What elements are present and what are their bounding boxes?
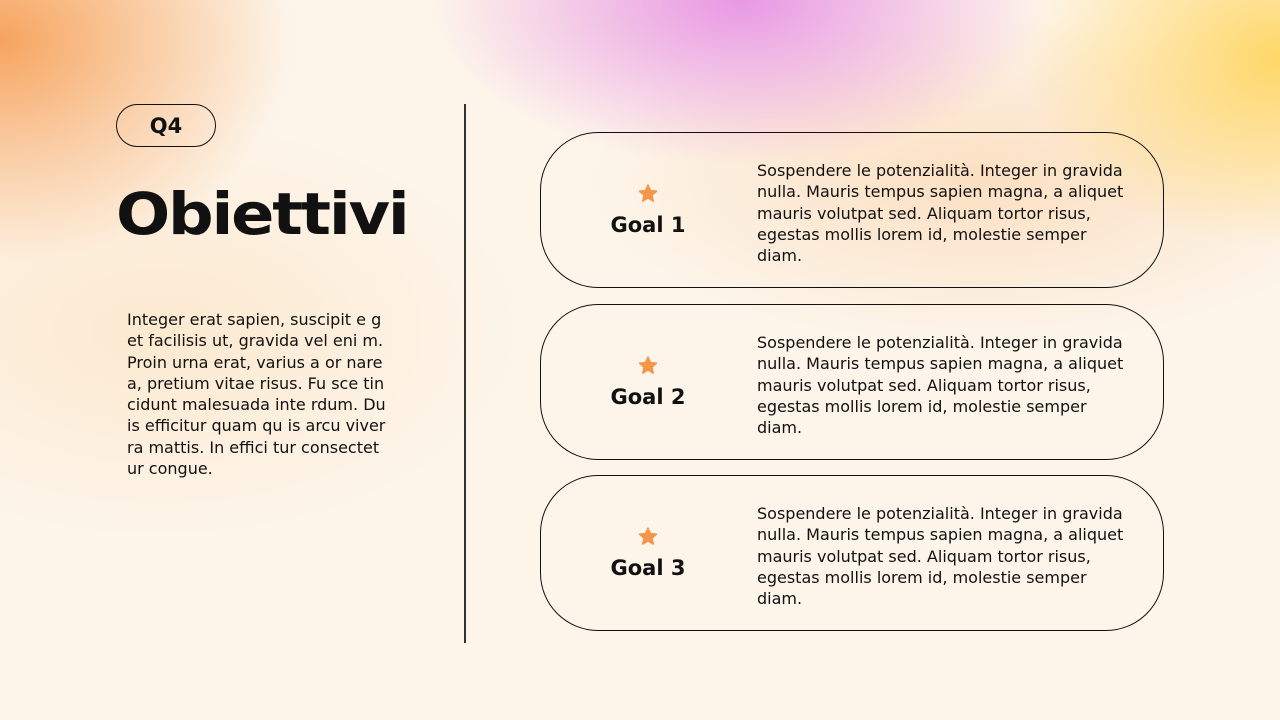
goal-label: Goal 1 <box>610 213 686 237</box>
intro-paragraph: Integer erat sapien, suscipit e get facilisis ut, gravida vel eni m. Proin urna erat, varius a or nare a, pretium vitae risus. Fu sce tincidunt malesuada inte rdum. Duis efficitur quam qu is arcu viverra mattis. In effici tur consectetur congue. <box>127 310 386 479</box>
goal-description: Sospendere le potenzialità. Integer in gravida nulla. Mauris tempus sapien magna, a aliquet mauris volutpat sed. Aliquam tortor risus, egestas mollis lorem id, molestie semper diam. <box>757 161 1124 266</box>
goal-description: Sospendere le potenzialità. Integer in gravida nulla. Mauris tempus sapien magna, a aliquet mauris volutpat sed. Aliquam tortor risus, egestas mollis lorem id, molestie semper diam. <box>757 333 1124 438</box>
star-icon <box>637 355 659 377</box>
goal-label: Goal 2 <box>610 385 686 409</box>
goal-label: Goal 3 <box>610 556 686 580</box>
goal-card-1 <box>540 132 1164 288</box>
star-icon <box>637 526 659 548</box>
vertical-divider <box>464 104 466 643</box>
goal-description: Sospendere le potenzialità. Integer in gravida nulla. Mauris tempus sapien magna, a aliquet mauris volutpat sed. Aliquam tortor risus, egestas mollis lorem id, molestie semper diam. <box>757 504 1124 609</box>
goal-header <box>581 476 715 630</box>
page-title: Obiettivi <box>116 180 408 248</box>
goal-header <box>581 133 715 287</box>
quarter-badge: Q4 <box>116 104 216 147</box>
goal-header <box>581 305 715 459</box>
goal-card-3 <box>540 475 1164 631</box>
goal-card-2 <box>540 304 1164 460</box>
star-icon <box>637 183 659 205</box>
